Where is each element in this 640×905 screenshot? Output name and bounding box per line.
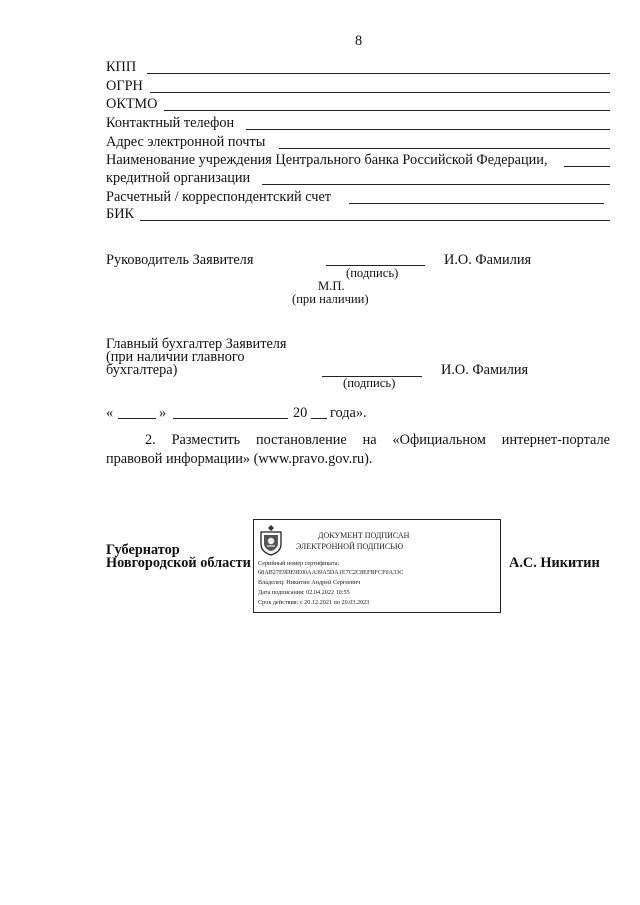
date-month-line <box>173 418 288 419</box>
accountant-label: Главный бухгалтер Заявителя <box>106 336 287 352</box>
page-number: 8 <box>355 33 363 49</box>
field-oktmo-line <box>164 110 610 111</box>
stamp-owner: Владелец: Никитин Андрей Сергеевич <box>258 579 361 586</box>
governor-region: Новгородской области <box>106 555 251 571</box>
stamp-header-1: ДОКУМЕНТ ПОДПИСАН <box>318 531 410 540</box>
accountant-name: И.О. Фамилия <box>441 362 529 378</box>
seal-label: М.П. <box>318 279 345 293</box>
field-bank-label: Наименование учреждения Центрального банка Российской Федерации, <box>106 152 548 168</box>
field-credit-org-label: кредитной организации <box>106 170 251 186</box>
field-credit-org-line <box>262 184 610 185</box>
stamp-serial: 68AB27E9DE9E00AA39A5DA1E7C2C8EFBFCF0A33C <box>258 569 404 576</box>
accountant-signature-caption: (подпись) <box>343 376 396 390</box>
accountant-label-note-end: бухгалтера) <box>106 362 178 378</box>
seal-note: (при наличии) <box>292 292 369 306</box>
field-bank-line <box>564 166 610 167</box>
accountant-label-note: (при наличии главного <box>106 349 245 365</box>
field-ogrn-label: ОГРН <box>106 78 143 94</box>
coat-of-arms-emblem <box>258 524 284 556</box>
electronic-signature-stamp <box>253 519 501 613</box>
date-year-line <box>311 418 327 419</box>
stamp-serial-label: Серийный номер сертификата: <box>258 560 340 567</box>
field-bik-label: БИК <box>106 206 135 222</box>
field-account-line <box>349 203 604 204</box>
date-day-line <box>118 418 156 419</box>
head-name: И.О. Фамилия <box>444 252 532 268</box>
field-ogrn-line <box>150 92 610 93</box>
date-suffix: года». <box>330 405 367 421</box>
field-bik-line <box>140 220 610 221</box>
paragraph-line-2: правовой информации» (www.pravo.gov.ru). <box>106 451 373 467</box>
date-open-quote: « <box>106 405 114 421</box>
stamp-validity: Срок действия: с 20.12.2021 по 20.03.2023 <box>258 599 370 606</box>
field-phone-line <box>246 129 610 130</box>
field-oktmo-label: ОКТМО <box>106 96 158 112</box>
paragraph-line-1: 2. Разместить постановление на «Официальном интернет-портале <box>145 432 610 448</box>
stamp-header-2: ЭЛЕКТРОННОЙ ПОДПИСЬЮ <box>296 542 404 551</box>
field-phone-label: Контактный телефон <box>106 115 235 131</box>
date-close-quote: » <box>159 405 167 421</box>
field-account-label: Расчетный / корреспондентский счет <box>106 189 332 205</box>
date-year-prefix: 20 <box>293 405 308 421</box>
field-kpp-line <box>147 73 610 74</box>
governor-name: А.С. Никитин <box>509 555 600 571</box>
field-email-line <box>279 148 610 149</box>
governor-title: Губернатор <box>106 542 180 558</box>
stamp-signed-date: Дата подписания: 02.04.2022 10:55 <box>258 589 350 596</box>
head-label: Руководитель Заявителя <box>106 252 254 268</box>
head-signature-caption: (подпись) <box>346 266 399 280</box>
field-kpp-label: КПП <box>106 59 137 75</box>
field-email-label: Адрес электронной почты <box>106 134 266 150</box>
